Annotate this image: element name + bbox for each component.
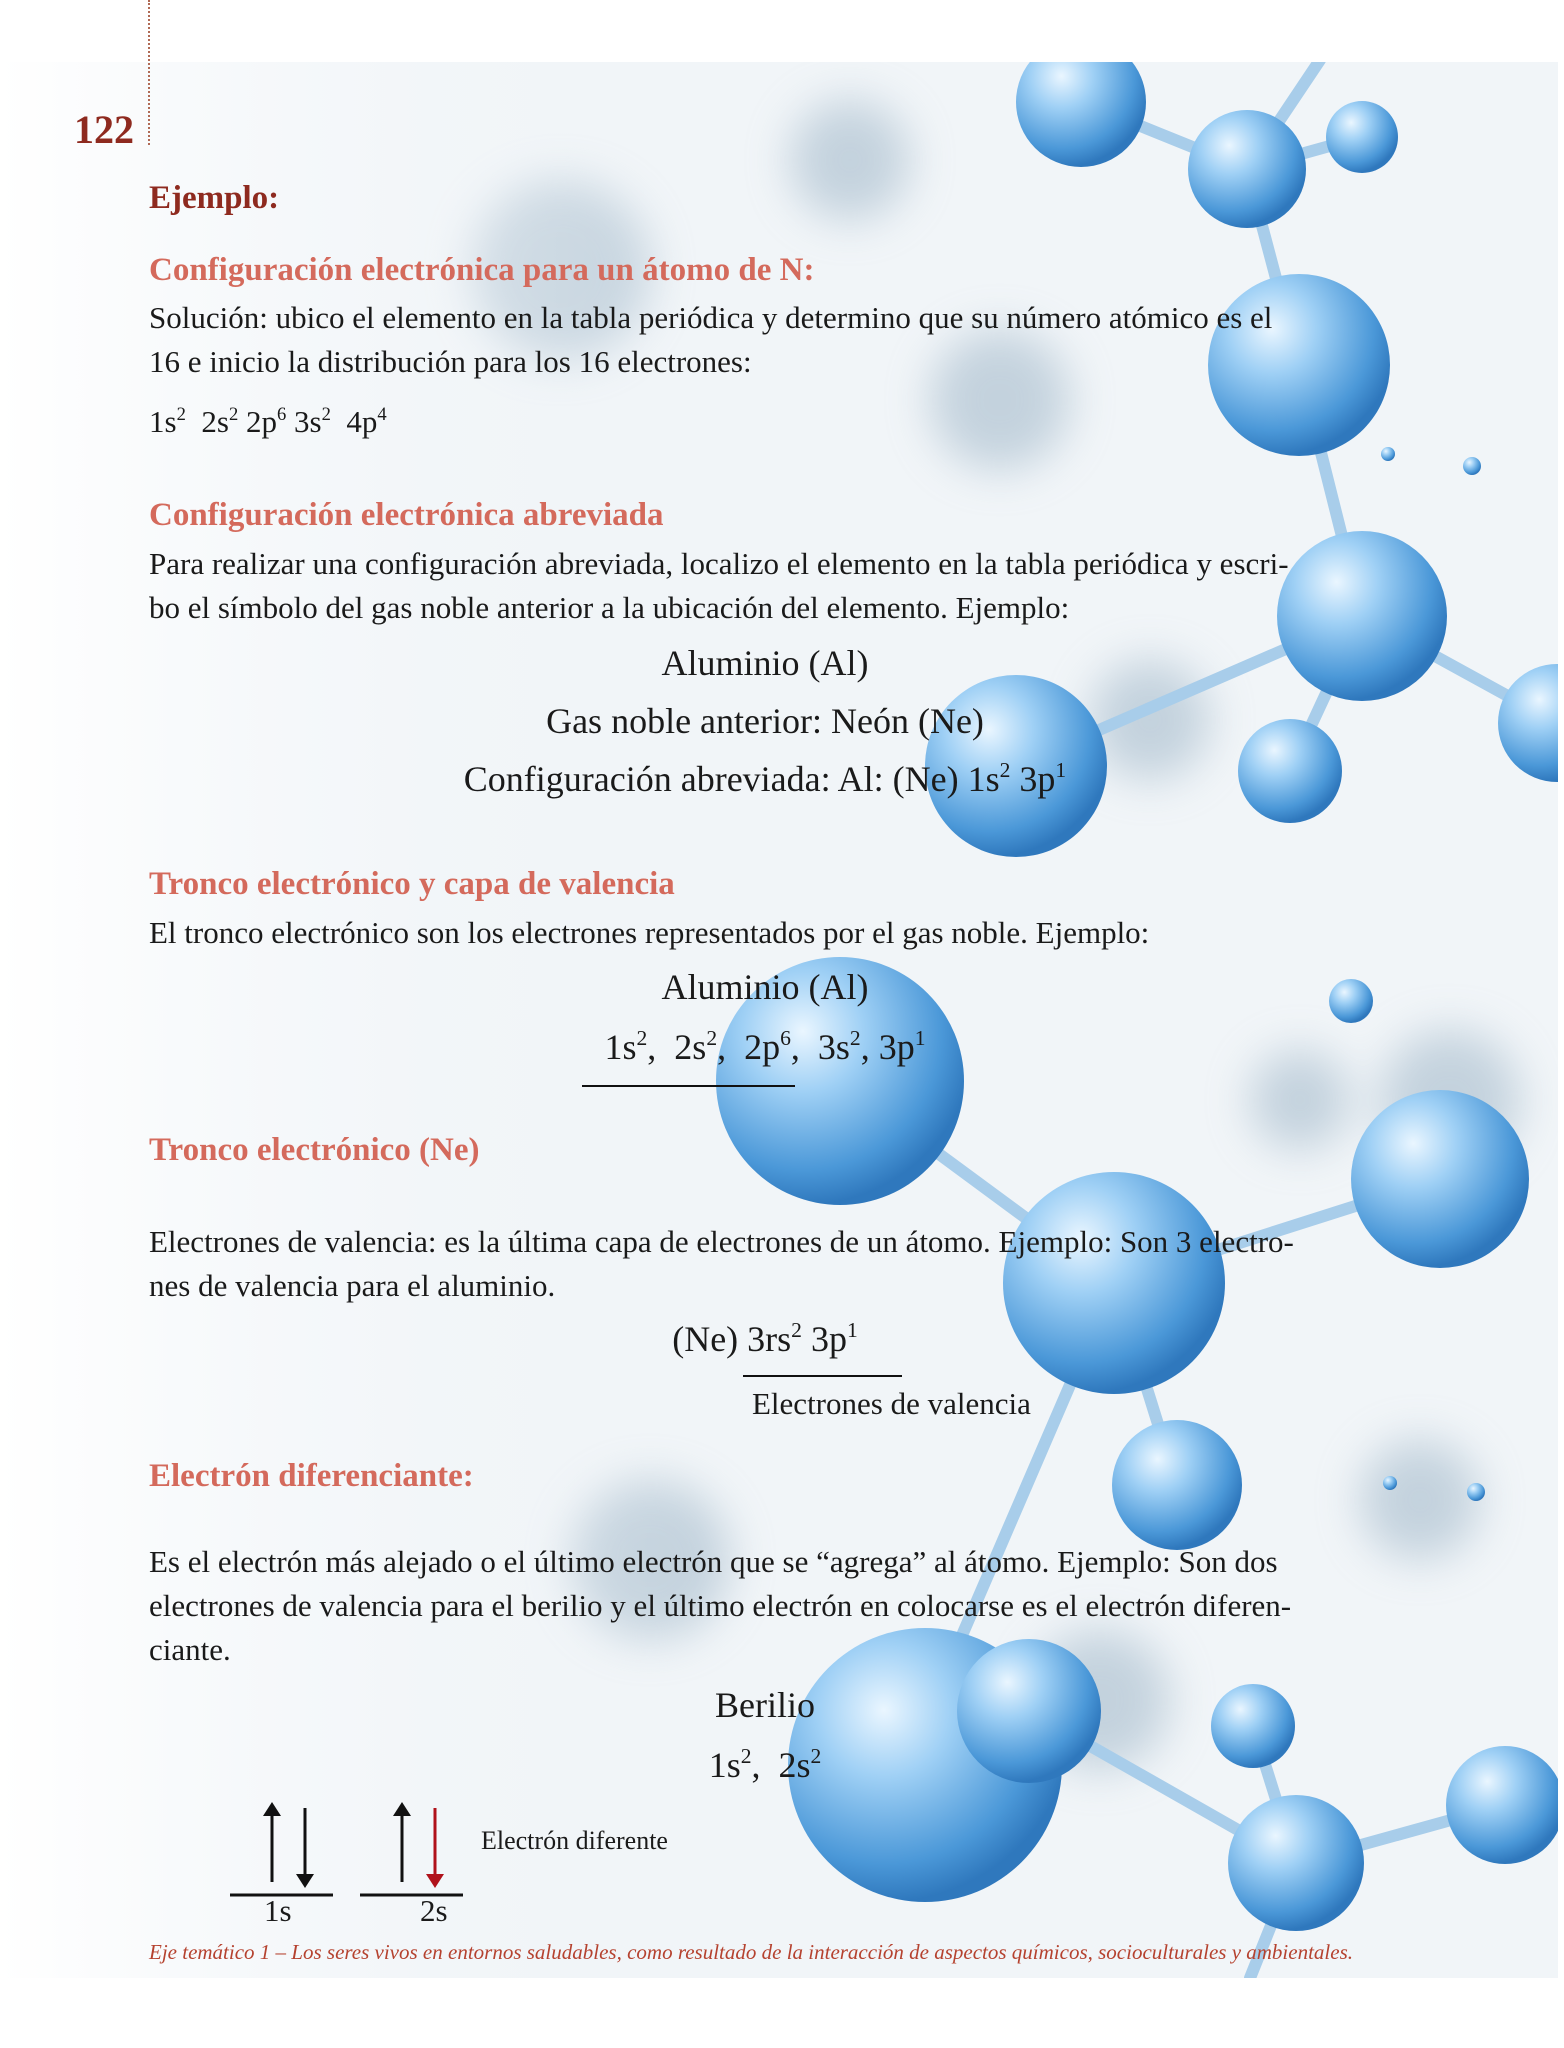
trunk-underline	[582, 1085, 795, 1087]
paragraph-line: Es el electrón más alejado o el último electrón que se “agrega” al átomo. Ejemplo: Son dos	[149, 1544, 1278, 1579]
superscript: 2	[810, 1743, 822, 1768]
margin-dotted-line	[148, 0, 150, 145]
superscript: 2	[740, 1743, 752, 1768]
valence-underline	[743, 1375, 902, 1377]
orbital-diagram	[230, 1800, 510, 1900]
footer-axis-text: Eje temático 1 – Los seres vivos en entornos saludables, como resultado de la interacción de aspectos químicos, socioculturales y ambientales.	[149, 1940, 1354, 1964]
superscript: 2	[176, 403, 186, 425]
example-label: Ejemplo:	[149, 180, 280, 216]
superscript: 2	[228, 403, 239, 425]
diff-electron-label: Electrón diferente	[481, 1826, 668, 1855]
up-arrow-icon	[393, 1802, 411, 1882]
superscript: 2	[321, 403, 331, 425]
heading-diff-electron: Electrón diferenciante:	[149, 1458, 474, 1494]
diff-electron-arrow-icon	[426, 1808, 444, 1888]
superscript: 1	[1055, 757, 1067, 782]
heading-config-abbrev: Configuración electrónica abreviada	[149, 497, 664, 533]
down-arrow-icon	[296, 1808, 314, 1888]
superscript: 2	[849, 1025, 861, 1050]
config-formula-n: $1s^2$ $2s^2$ $2p^6$ $3s^2$ $4p^4$	[149, 403, 387, 439]
orbital-label: 2s	[420, 1893, 448, 1928]
abbrev-config-formula: Configuración abreviada: Al: (Ne) $1s^2$ $3p^1$	[463, 757, 1067, 799]
superscript: 1	[914, 1025, 926, 1050]
paragraph-line: Electrones de valencia: es la última capa de electrones de un átomo. Ejemplo: Son 3 electro-	[149, 1224, 1294, 1259]
paragraph-line: 16 e inicio la distribución para los 16 electrones:	[149, 344, 752, 379]
superscript: 1	[846, 1317, 858, 1342]
superscript: 6	[277, 403, 287, 425]
paragraph-line: electrones de valencia para el berilio y el último electrón en colocarse es el electrón diferen-	[149, 1588, 1292, 1623]
paragraph-line: Solución: ubico el elemento en la tabla periódica y determino que su número atómico es el	[149, 300, 1273, 335]
superscript: 6	[780, 1025, 791, 1050]
superscript: 4	[377, 403, 387, 425]
heading-config-n: Configuración electrónica para un átomo de N:	[149, 252, 815, 288]
noble-gas-line: Gas noble anterior: Neón (Ne)	[546, 701, 984, 741]
element-name: Berilio	[715, 1685, 815, 1725]
valence-formula: (Ne) $3rs^2$ $3p^1$	[672, 1317, 858, 1359]
superscript: 2	[999, 757, 1011, 782]
be-config-formula: $1s^2$, $2s^2$	[708, 1743, 822, 1785]
paragraph-line: Para realizar una configuración abreviada, localizo el elemento en la tabla periódica y escri-	[149, 546, 1289, 581]
page-number: 122	[74, 107, 134, 152]
paragraph-line: bo el símbolo del gas noble anterior a la ubicación del elemento. Ejemplo:	[149, 590, 1070, 625]
paragraph-line: El tronco electrónico son los electrones representados por el gas noble. Ejemplo:	[149, 915, 1150, 950]
al-config-formula: $1s^2$, $2s^2$, $2p^6$, $3s^2$, $3p^1$	[604, 1025, 926, 1067]
paragraph-line: ciante.	[149, 1632, 231, 1667]
paragraph-line: nes de valencia para el aluminio.	[149, 1268, 556, 1303]
superscript: 2	[791, 1317, 802, 1342]
valence-caption: Electrones de valencia	[752, 1386, 1031, 1421]
superscript: 2	[636, 1025, 648, 1050]
superscript: 2	[706, 1025, 718, 1050]
element-name: Aluminio (Al)	[661, 643, 869, 683]
heading-trunk-ne: Tronco electrónico (Ne)	[149, 1132, 480, 1168]
orbital-label: 1s	[264, 1893, 292, 1928]
element-name: Aluminio (Al)	[661, 967, 869, 1007]
heading-trunk-valence: Tronco electrónico y capa de valencia	[149, 866, 675, 902]
up-arrow-icon	[263, 1802, 281, 1882]
